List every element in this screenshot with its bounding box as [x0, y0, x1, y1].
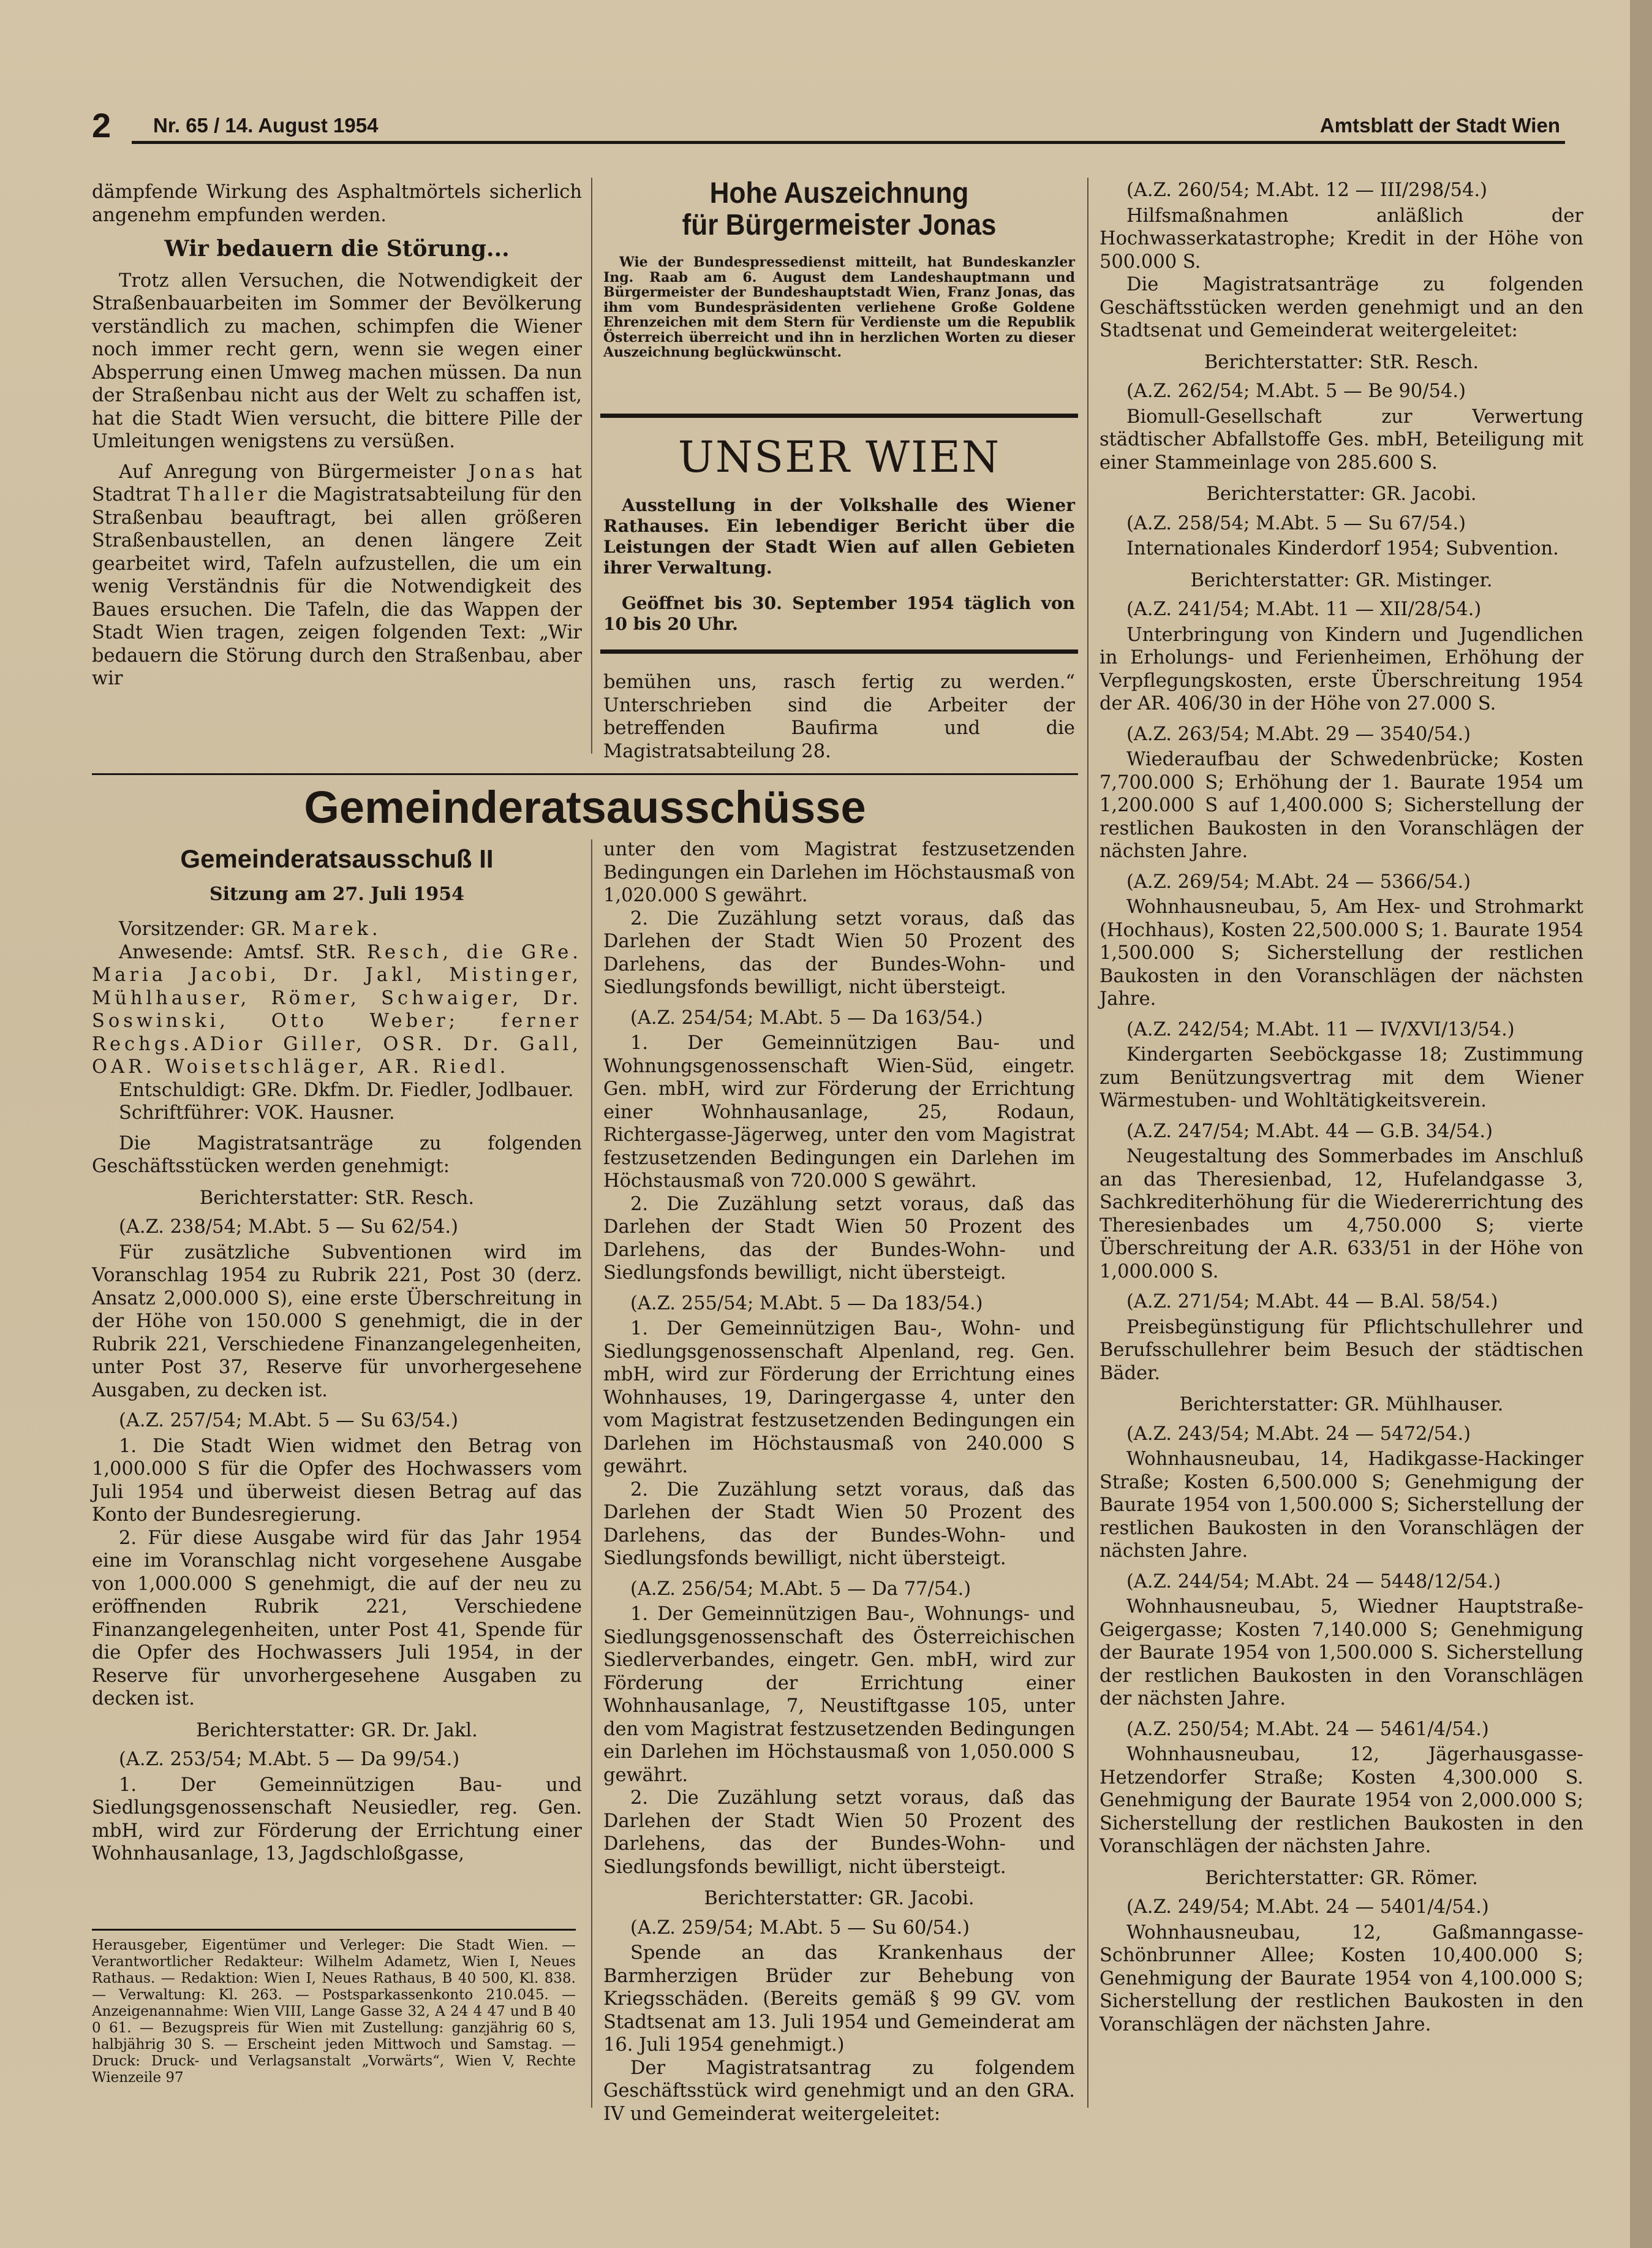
file-ref: (A.Z. 271/54; M.Abt. 44 — B.Al. 58/54.)	[1126, 1291, 1498, 1312]
paragraph: Auf Anregung von Bürgermeister Jonas hat Stadtrat Thaller die Magistratsabteilung für den Straßenbau beauftragt, bei allen größeren Straßenbaustellen, an denen längere Zeit gearbeitet wird, Tafeln aufzustellen, die um ein wenig Verständnis für die Notwendigkeit des Baues ersuchen. Die Tafeln, die das Wappen der Stadt Wien tragen, zeigen folgenden Text: „Wir bedauern die Störung durch den Straßenbau, aber wir	[92, 461, 582, 689]
attendees: Anwesende: Amtsf. StR. Resch, die GRe. Maria Jacobi, Dr. Jakl, Mistinger, Mühlhauser, Römer, Schwaiger, Dr. Soswinski, Otto Weber; ferner Rechgs.ADior Giller, OSR. Dr. Gall, OAR. Woisetschläger, AR. Riedl.	[92, 941, 582, 1078]
file-ref: (A.Z. 254/54; M.Abt. 5 — Da 163/54.)	[630, 1007, 983, 1029]
chair: Vorsitzender: GR. Marek.	[119, 918, 382, 940]
award-box	[603, 178, 1075, 360]
box-rule	[600, 649, 1078, 654]
box-rule	[600, 414, 1078, 418]
column-divider	[591, 839, 592, 2108]
file-ref: (A.Z. 244/54; M.Abt. 24 — 5448/12/54.)	[1126, 1570, 1501, 1592]
file-ref: (A.Z. 260/54; M.Abt. 12 — III/298/54.)	[1126, 180, 1488, 201]
imprint: Herausgeber, Eigentümer und Verleger: Die Stadt Wien. — Verantwortlicher Redakteur: Wilhelm Adametz, Wien I, Neues Rathaus. — Redaktion: Wien I, Neues Rathaus, B 40 500, Kl. 838. — Verwaltung: Kl. 263. — Postsparkassenkonto 210.045. — Anzeigenannahme: Wien VIII, Lange Gasse 32, A 24 4 47 und B 40 0 61. — Bezugspreis für Wien mit Zustellung: ganzjährig 60 S, halbjährig 30 S. — Erscheint jeden Mittwoch und Samstag. — Druck: Druck- und Verlagsanstalt „Vorwärts“, Wien V, Rechte Wienzeile 97	[92, 1937, 576, 2086]
session-date: Sitzung am 27. Juli 1954	[209, 883, 464, 905]
article-heading: Wir bedauern die Störung...	[164, 236, 510, 262]
file-ref: (A.Z. 262/54; M.Abt. 5 — Be 90/54.)	[1126, 380, 1466, 402]
column-divider	[1087, 178, 1088, 2108]
exhibition-text: Ausstellung in der Volkshalle des Wiener Rathauses. Ein lebendiger Bericht über die Leistungen der Stadt Wien auf allen Gebieten ihrer Verwaltung. Geöffnet bis 30. September 1954 täglich von 10 bis 20 Uhr.	[603, 495, 1075, 634]
file-ref: (A.Z. 247/54; M.Abt. 44 — G.B. 34/54.)	[1126, 1120, 1493, 1142]
col1-top	[92, 181, 582, 698]
file-ref: (A.Z. 257/54; M.Abt. 5 — Su 63/54.)	[119, 1410, 459, 1431]
col2-bottom: unter den vom Magistrat festzusetzenden Bedingungen ein Darlehen im Höchstausmaß von 1,020.000 S gewährt. 2. Die Zuzählung setzt voraus, daß das Darlehen der Stadt Wien 50 Prozent des Darlehens, das der Bundes-Wohn- und Siedlungsfonds bewilligt, nicht übersteigt. (A.Z. 254/54; M.Abt. 5 — Da 163/54.) 1. Der Gemeinnützigen Bau- und Wohnungsgenossenschaft Wien-Süd, eingetr. Gen. mbH, wird zur Förderung der Errichtung einer Wohnhausanlage, 25, Rodaun, Richtergasse-Jägerweg, unter den vom Magistrat festzusetzenden Bedingungen ein Darlehen im Höchstausmaß von 720.000 S gewährt. 2. Die Zuzählung setzt voraus, daß das Darlehen der Stadt Wien 50 Prozent des Darlehens, das der Bundes-Wohn- und Siedlungsfonds bewilligt, nicht übersteigt. (A.Z. 255/54; M.Abt. 5 — Da 183/54.) 1. Der Gemeinnützigen Bau-, Wohn- und Siedlungsgenossenschaft Alpenland, reg. Gen. mbH, wird zur Förderung der Errichtung eines Wohnhauses, 19, Daringergasse 4, unter den vom Magistrat festzusetzenden Bedingungen ein Darlehen im Höchstausmaß von 240.000 S gewährt. 2. Die Zuzählung setzt voraus, daß das Darlehen der Stadt Wien 50 Prozent des Darlehens, das der Bundes-Wohn- und Siedlungsfonds bewilligt, nicht übersteigt. (A.Z. 256/54; M.Abt. 5 — Da 77/54.) 1. Der Gemeinnützigen Bau-, Wohnungs- und Siedlungsgenossenschaft des Österreichischen Siedlerverbandes, eingetr. Gen. mbH, wird zur Förderung der Errichtung einer Wohnhausanlage, 7, Neustiftgasse 105, unter den vom Magistrat festzusetzenden Bedingungen ein Darlehen im Höchstausmaß von 1,050.000 S gewährt. 2. Die Zuzählung setzt voraus, daß das Darlehen der Stadt Wien 50 Prozent des Darlehens, das der Bundes-Wohn- und Siedlungsfonds bewilligt, nicht übersteigt. Berichterstatter: GR. Jacobi. (A.Z. 259/54; M.Abt. 5 — Su 60/54.) Spende an das Krankenhaus der Barmherzigen Brüder zur Behebung von Kriegsschäden. (Bereits gemäß § 99 GV. vom Stadtsenat am 13. Juli 1954 und Gemeinderat am 16. Juli 1954 genehmigt.) Der Magistratsantrag zu folgendem Geschäftsstück wird genehmigt und an den GRA. IV und Gemeinderat weitergeleitet:	[603, 839, 1075, 2125]
file-ref: (A.Z. 243/54; M.Abt. 24 — 5472/54.)	[1126, 1423, 1471, 1445]
committee-heading: Gemeinderatsausschuß II	[180, 844, 494, 873]
header-rule	[132, 141, 1565, 144]
paragraph: Trotz allen Versuchen, die Notwendigkeit der Straßenbauarbeiten im Sommer der Bevölkerung verständlich zu machen, schimpfen die Wiener noch immer recht gern, wenn sie wegen einer Absperrung einen Umweg machen müssen. Da nun der Straßenbau nicht aus der Welt zu schaffen ist, hat die Stadt Wien versucht, die bittere Pille der Umleitungen wenigstens zu versüßen.	[92, 270, 582, 452]
page-edge	[1630, 0, 1652, 2248]
file-ref: (A.Z. 241/54; M.Abt. 11 — XII/28/54.)	[1126, 599, 1482, 620]
col3: (A.Z. 260/54; M.Abt. 12 — III/298/54.) Hilfsmaßnahmen anläßlich der Hochwasserkatastrophe; Kredit in der Höhe von 500.000 S. Die Magistratsanträge zu folgenden Geschäftsstücken werden genehmigt und an den Stadtsenat und Gemeinderat weitergeleitet: Berichterstatter: StR. Resch. (A.Z. 262/54; M.Abt. 5 — Be 90/54.) Biomull-Gesellschaft zur Verwertung städtischer Abfallstoffe Ges. mbH, Beteiligung mit einer Stammeinlage von 285.600 S. Berichterstatter: GR. Jacobi. (A.Z. 258/54; M.Abt. 5 — Su 67/54.) Internationales Kinderdorf 1954; Subvention. Berichterstatter: GR. Mistinger. (A.Z. 241/54; M.Abt. 11 — XII/28/54.) Unterbringung von Kindern und Jugendlichen in Erholungs- und Ferienheimen, Erhöhung der Verpflegungskosten, erste Überschreitung 1954 der AR. 406/30 in der Höhe von 27.000 S. (A.Z. 263/54; M.Abt. 29 — 3540/54.) Wiederaufbau der Schwedenbrücke; Kosten 7,700.000 S; Erhöhung der 1. Baurate 1954 um 1,200.000 S auf 1,400.000 S; Sicherstellung der restlichen Baukosten in den Voranschlägen der nächsten Jahre. (A.Z. 269/54; M.Abt. 24 — 5366/54.) Wohnhausneubau, 5, Am Hex- und Strohmarkt (Hochhaus), Kosten 22,500.000 S; 1. Baurate 1954 1,500.000 S; Sicherstellung der restlichen Baukosten in den Voranschlägen der nächsten Jahre. (A.Z. 242/54; M.Abt. 11 — IV/XVI/13/54.) Kindergarten Seeböckgasse 18; Zustimmung zum Benützungsvertrag mit dem Wiener Wärmestuben- und Wohltätigkeitsverein. (A.Z. 247/54; M.Abt. 44 — G.B. 34/54.) Neugestaltung des Sommerbades im Anschluß an das Theresienbad, 12, Hufelandgasse 3, Sachkrediterhöhung für die Wiedererrichtung des Theresienbades um 4,750.000 S; vierte Überschreitung der A.R. 633/51 in der Höhe von 1,000.000 S. (A.Z. 271/54; M.Abt. 44 — B.Al. 58/54.) Preisbegünstigung für Pflichtschullehrer und Berufsschullehrer beim Besuch der städtischen Bäder. Berichterstatter: GR. Mühlhauser. (A.Z. 243/54; M.Abt. 24 — 5472/54.) Wohnhausneubau, 14, Hadikgasse-Hackinger Straße; Kosten 6,500.000 S; Genehmigung der Baurate 1954 von 1,500.000 S; Sicherstellung der restlichen Baukosten in den Voranschlägen der nächsten Jahre. (A.Z. 244/54; M.Abt. 24 — 5448/12/54.) Wohnhausneubau, 5, Wiedner Hauptstraße-Geigergasse; Kosten 7,140.000 S; Genehmigung der Baurate 1954 von 1,500.000 S. Sicherstellung der restlichen Baukosten in den Voranschlägen der nächsten Jahre. (A.Z. 250/54; M.Abt. 24 — 5461/4/54.) Wohnhausneubau, 12, Jägerhausgasse-Hetzendorfer Straße; Kosten 4,300.000 S. Genehmigung der Baurate 1954 von 2,000.000 S; Sicherstellung der restlichen Baukosten in den Voranschlägen der nächsten Jahre. Berichterstatter: GR. Römer. (A.Z. 249/54; M.Abt. 24 — 5401/4/54.) Wohnhausneubau, 12, Gaßmanngasse-Schönbrunner Allee; Kosten 10,400.000 S; Genehmigung der Baurate 1954 von 4,100.000 S; Sicherstellung der restlichen Baukosten in den Voranschlägen der nächsten Jahre.	[1099, 180, 1583, 2035]
reporter: Berichterstatter: StR. Resch.	[199, 1187, 475, 1209]
paper-name: Amtsblatt der Stadt Wien	[1319, 114, 1560, 137]
section-rule	[92, 773, 1078, 775]
file-ref: (A.Z. 256/54; M.Abt. 5 — Da 77/54.)	[630, 1578, 971, 1600]
file-ref: (A.Z. 242/54; M.Abt. 11 — IV/XVI/13/54.)	[1126, 1018, 1515, 1040]
reporter: Berichterstatter: GR. Jacobi.	[704, 1888, 975, 1909]
file-ref: (A.Z. 238/54; M.Abt. 5 — Su 62/54.)	[119, 1216, 459, 1238]
reporter: Berichterstatter: GR. Jacobi.	[1206, 483, 1477, 505]
reporter: Berichterstatter: GR. Mistinger.	[1190, 569, 1493, 591]
reporter: Berichterstatter: GR. Römer.	[1205, 1867, 1478, 1889]
file-ref: (A.Z. 249/54; M.Abt. 24 — 5401/4/54.)	[1126, 1896, 1489, 1918]
file-ref: (A.Z. 250/54; M.Abt. 24 — 5461/4/54.)	[1126, 1718, 1489, 1740]
file-ref: (A.Z. 259/54; M.Abt. 5 — Su 60/54.)	[630, 1917, 970, 1939]
col1-bottom: Gemeinderatsausschuß II Sitzung am 27. Juli 1954 Vorsitzender: GR. Marek. Anwesende: Amtsf. StR. Resch, die GRe. Maria Jacobi, Dr. Jakl, Mistinger, Mühlhauser, Römer, Schwaiger, Dr. Soswinski, Otto Weber; ferner Rechgs.ADior Giller, OSR. Dr. Gall, OAR. Woisetschläger, AR. Riedl. Entschuldigt: GRe. Dkfm. Dr. Fiedler, Jodlbauer. Schriftführer: VOK. Hausner. Die Magistratsanträge zu folgenden Geschäftsstücken werden genehmigt: Berichterstatter: StR. Resch. (A.Z. 238/54; M.Abt. 5 — Su 62/54.) Für zusätzliche Subventionen wird im Voranschlag 1954 zu Rubrik 221, Post 30 (derz. Ansatz 2,000.000 S), eine erste Überschreitung in der Höhe von 150.000 S genehmigt, die in der Rubrik 221, Verschiedene Finanzangelegenheiten, unter Post 37, Reserve für unvorhergesehene Ausgaben, zu decken ist. (A.Z. 257/54; M.Abt. 5 — Su 63/54.) 1. Die Stadt Wien widmet den Betrag von 1,000.000 S für die Opfer des Hochwassers vom Juli 1954 und überweist diesen Betrag auf das Konto der Bundesregierung. 2. Für diese Ausgabe wird für das Jahr 1954 eine im Voranschlag nicht vorgesehene Ausgabe von 1,000.000 S genehmigt, die auf der neu zu eröffnenden Rubrik 221, Verschiedene Finanzangelegenheiten, unter Post 41, Spende für die Opfer des Hochwassers Juli 1954, in der Reserve für unvorhergesehene Ausgaben zu decken ist. Berichterstatter: GR. Dr. Jakl. (A.Z. 253/54; M.Abt. 5 — Da 99/54.) 1. Der Gemeinnützigen Bau- und Siedlungsgenossenschaft Neusiedler, reg. Gen. mbH, wird zur Förderung der Errichtung einer Wohnhausanlage, 13, Jagdschloßgasse,	[92, 844, 582, 1864]
award-text: Wie der Bundespressedienst mitteilt, hat Bundeskanzler Ing. Raab am 6. August dem Landeshauptmann und Bürgermeister der Bundeshauptstadt Wien, Franz Jonas, das ihm vom Bundespräsidenten verliehene Große Goldene Ehrenzeichen mit dem Stern für Verdienste um die Republik Österreich überreicht und ihn in herzlichen Worten zu dieser Auszeichnung beglückwünscht.	[603, 254, 1075, 360]
file-ref: (A.Z. 255/54; M.Abt. 5 — Da 183/54.)	[630, 1292, 983, 1314]
file-ref: (A.Z. 269/54; M.Abt. 24 — 5366/54.)	[1126, 871, 1471, 893]
award-title: für Bürgermeister Jonas	[682, 209, 997, 241]
file-ref: (A.Z. 263/54; M.Abt. 29 — 3540/54.)	[1126, 723, 1471, 745]
page-number: 2	[92, 106, 111, 145]
paragraph: dämpfende Wirkung des Asphaltmörtels sicherlich angenehm empfunden werden.	[92, 181, 582, 226]
exhibition-title: UNSER WIEN	[677, 432, 1001, 482]
column-divider	[591, 178, 592, 754]
section-title: Gemeinderatsausschüsse	[304, 782, 866, 833]
reporter: Berichterstatter: StR. Resch.	[1204, 351, 1479, 373]
imprint-rule	[92, 1929, 576, 1931]
issue-date: Nr. 65 / 14. August 1954	[153, 114, 379, 137]
file-ref: (A.Z. 253/54; M.Abt. 5 — Da 99/54.)	[119, 1749, 460, 1770]
secretary: Schriftführer: VOK. Hausner.	[119, 1102, 395, 1124]
reporter: Berichterstatter: GR. Mühlhauser.	[1179, 1394, 1504, 1415]
award-title: Hohe Auszeichnung	[709, 177, 969, 210]
reporter: Berichterstatter: GR. Dr. Jakl.	[196, 1719, 478, 1741]
col2-continuation: bemühen uns, rasch fertig zu werden.“ Unterschrieben sind die Arbeiter der betreffenden Baufirma und die Magistratsabteilung 28.	[603, 672, 1075, 762]
file-ref: (A.Z. 258/54; M.Abt. 5 — Su 67/54.)	[1126, 512, 1466, 534]
excused: Entschuldigt: GRe. Dkfm. Dr. Fiedler, Jodlbauer.	[119, 1079, 574, 1101]
